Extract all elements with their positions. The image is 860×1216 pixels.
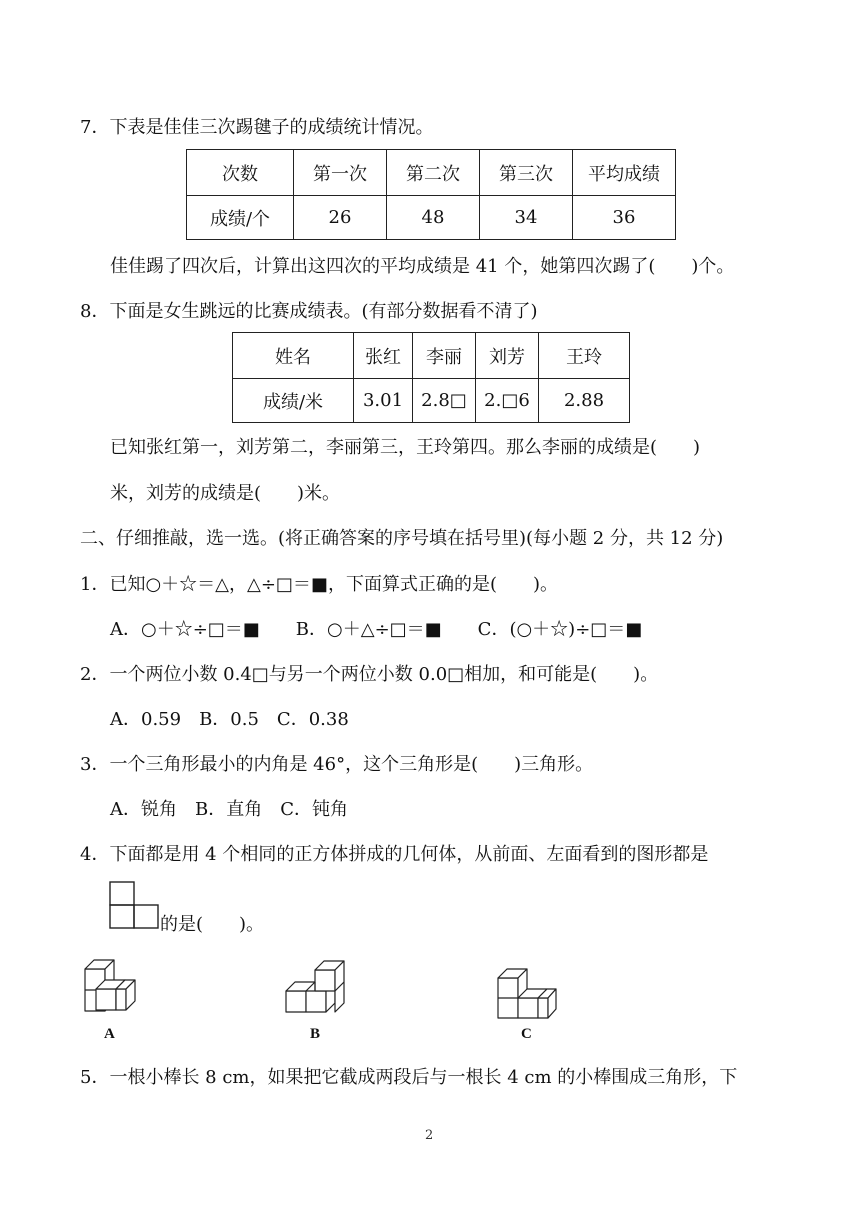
c3-options: A．锐角 B．直角 C．钝角: [110, 799, 348, 820]
figure-label-b: B: [310, 1026, 321, 1042]
q8-header-cell: 张红: [354, 333, 413, 379]
q7-header-cell: 第一次: [294, 150, 387, 196]
l-shape-view-figure: [106, 880, 160, 930]
q8-header-cell: 姓名: [233, 333, 354, 379]
q8-follow-line1: 已知张红第一，刘芳第二，李丽第三，王玲第四。那么李丽的成绩是( ): [110, 437, 701, 458]
c4-stem: 4．下面都是用 4 个相同的正方体拼成的几何体，从前面、左面看到的图形都是: [80, 844, 709, 865]
solid-figure-b: [282, 956, 352, 1018]
q8-row-label: 成绩/米: [233, 379, 354, 423]
q8-score-table: [232, 332, 630, 423]
q7-value-cell: 26: [294, 196, 387, 240]
figure-label-a: A: [104, 1026, 115, 1042]
figure-label-c: C: [521, 1026, 532, 1042]
q7-header-cell: 平均成绩: [573, 150, 676, 196]
q7-header-cell: 第三次: [480, 150, 573, 196]
q7-stem: 7．下表是佳佳三次踢毽子的成绩统计情况。: [80, 117, 434, 138]
q8-value-cell: 3.01: [354, 379, 413, 423]
c2-options: A．0.59 B．0.5 C．0.38: [110, 709, 349, 730]
q7-score-table: [186, 149, 676, 240]
c4-tail: 的是( )。: [160, 914, 265, 935]
q7-value-cell: 36: [573, 196, 676, 240]
q8-follow-line2: 米，刘芳的成绩是( )米。: [110, 483, 341, 504]
page-number: 2: [425, 1128, 434, 1143]
solid-figure-c: [494, 966, 560, 1022]
q8-header-cell: 李丽: [413, 333, 476, 379]
q8-value-cell: 2.□6: [476, 379, 539, 423]
q8-value-cell: 2.88: [539, 379, 630, 423]
c1-options: A．○＋☆÷□＝■ B．○＋△÷□＝■ C．(○＋☆)÷□＝■: [110, 619, 643, 640]
q7-header-cell: 第二次: [387, 150, 480, 196]
q8-value-cell: 2.8□: [413, 379, 476, 423]
q8-stem: 8．下面是女生跳远的比赛成绩表。(有部分数据看不清了): [80, 301, 538, 322]
c2-stem: 2．一个两位小数 0.4□与另一个两位小数 0.0□相加，和可能是( )。: [80, 664, 659, 685]
q7-value-cell: 48: [387, 196, 480, 240]
q7-row-label: 成绩/个: [187, 196, 294, 240]
c5-stem: 5．一根小棒长 8 cm，如果把它截成两段后与一根长 4 cm 的小棒围成三角形，下: [80, 1067, 738, 1088]
q7-header-cell: 次数: [187, 150, 294, 196]
solid-figure-a: [80, 956, 140, 1018]
c1-stem: 1．已知○＋☆＝△，△÷□＝■，下面算式正确的是( )。: [80, 574, 558, 595]
q7-value-cell: 34: [480, 196, 573, 240]
q8-header-cell: 刘芳: [476, 333, 539, 379]
q7-follow: 佳佳踢了四次后，计算出这四次的平均成绩是 41 个，她第四次踢了( )个。: [110, 256, 735, 277]
c3-stem: 3．一个三角形最小的内角是 46°，这个三角形是( )三角形。: [80, 754, 594, 775]
section2-heading: 二、仔细推敲，选一选。(将正确答案的序号填在括号里)(每小题 2 分，共 12 分): [80, 528, 724, 549]
q8-header-cell: 王玲: [539, 333, 630, 379]
